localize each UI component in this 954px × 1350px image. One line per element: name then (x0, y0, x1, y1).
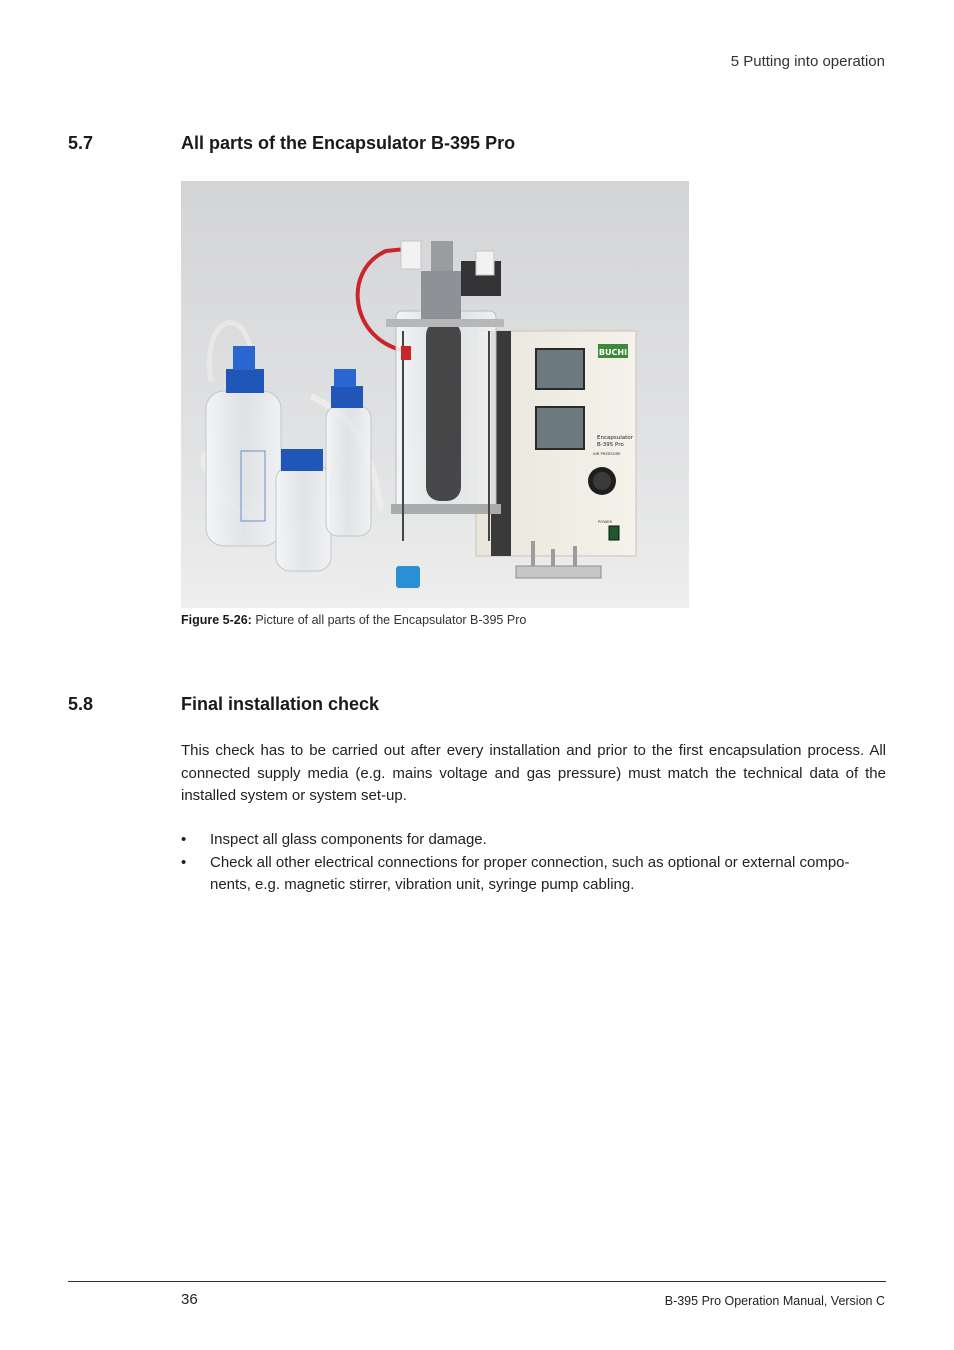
checklist (181, 829, 886, 897)
figure-caption-text: Picture of all parts of the Encapsulator B-395 Pro (251, 613, 527, 627)
bullet-glyph: • (181, 853, 187, 871)
knob-label: AIR PRESSURE (593, 451, 621, 456)
figure-caption-label: Figure 5-26: (181, 613, 252, 627)
figure-photo (181, 181, 689, 608)
page-number: 36 (181, 1291, 198, 1308)
bullet-glyph: • (181, 831, 187, 848)
footer-doc-title: B-395 Pro Operation Manual, Version C (664, 1294, 885, 1308)
running-header: 5 Putting into operation (730, 53, 885, 70)
logo-text: BUCHI (598, 348, 628, 357)
footer-rule (68, 1281, 886, 1282)
power-label: POWER (597, 519, 613, 524)
device-label-2: B-395 Pro (597, 442, 624, 448)
section-title-5-8: Final installation check (181, 694, 380, 714)
list-item (181, 852, 886, 897)
list-item-text: Inspect all glass components for damage. (210, 831, 487, 848)
section-title-5-7: All parts of the Encapsulator B-395 Pro (181, 133, 516, 153)
intro-paragraph: This check has to be carried out after every installation and prior to the first encapsulation process. All connected supply media (e.g. mains voltage and gas pressure) must match the technical data of the installed system or system set-up. (181, 742, 886, 804)
list-item-text: Check all other electrical connections for proper connection, such as optional or external compo-nents, e.g. magnetic stirrer, vibration unit, syringe pump cabling. (210, 853, 850, 893)
section-number-5-7: 5.7 (68, 133, 94, 153)
section-number-5-8: 5.8 (68, 694, 94, 714)
list-item (181, 829, 886, 852)
figure-caption (181, 613, 526, 627)
device-label-1: Encapsulator (597, 435, 633, 441)
